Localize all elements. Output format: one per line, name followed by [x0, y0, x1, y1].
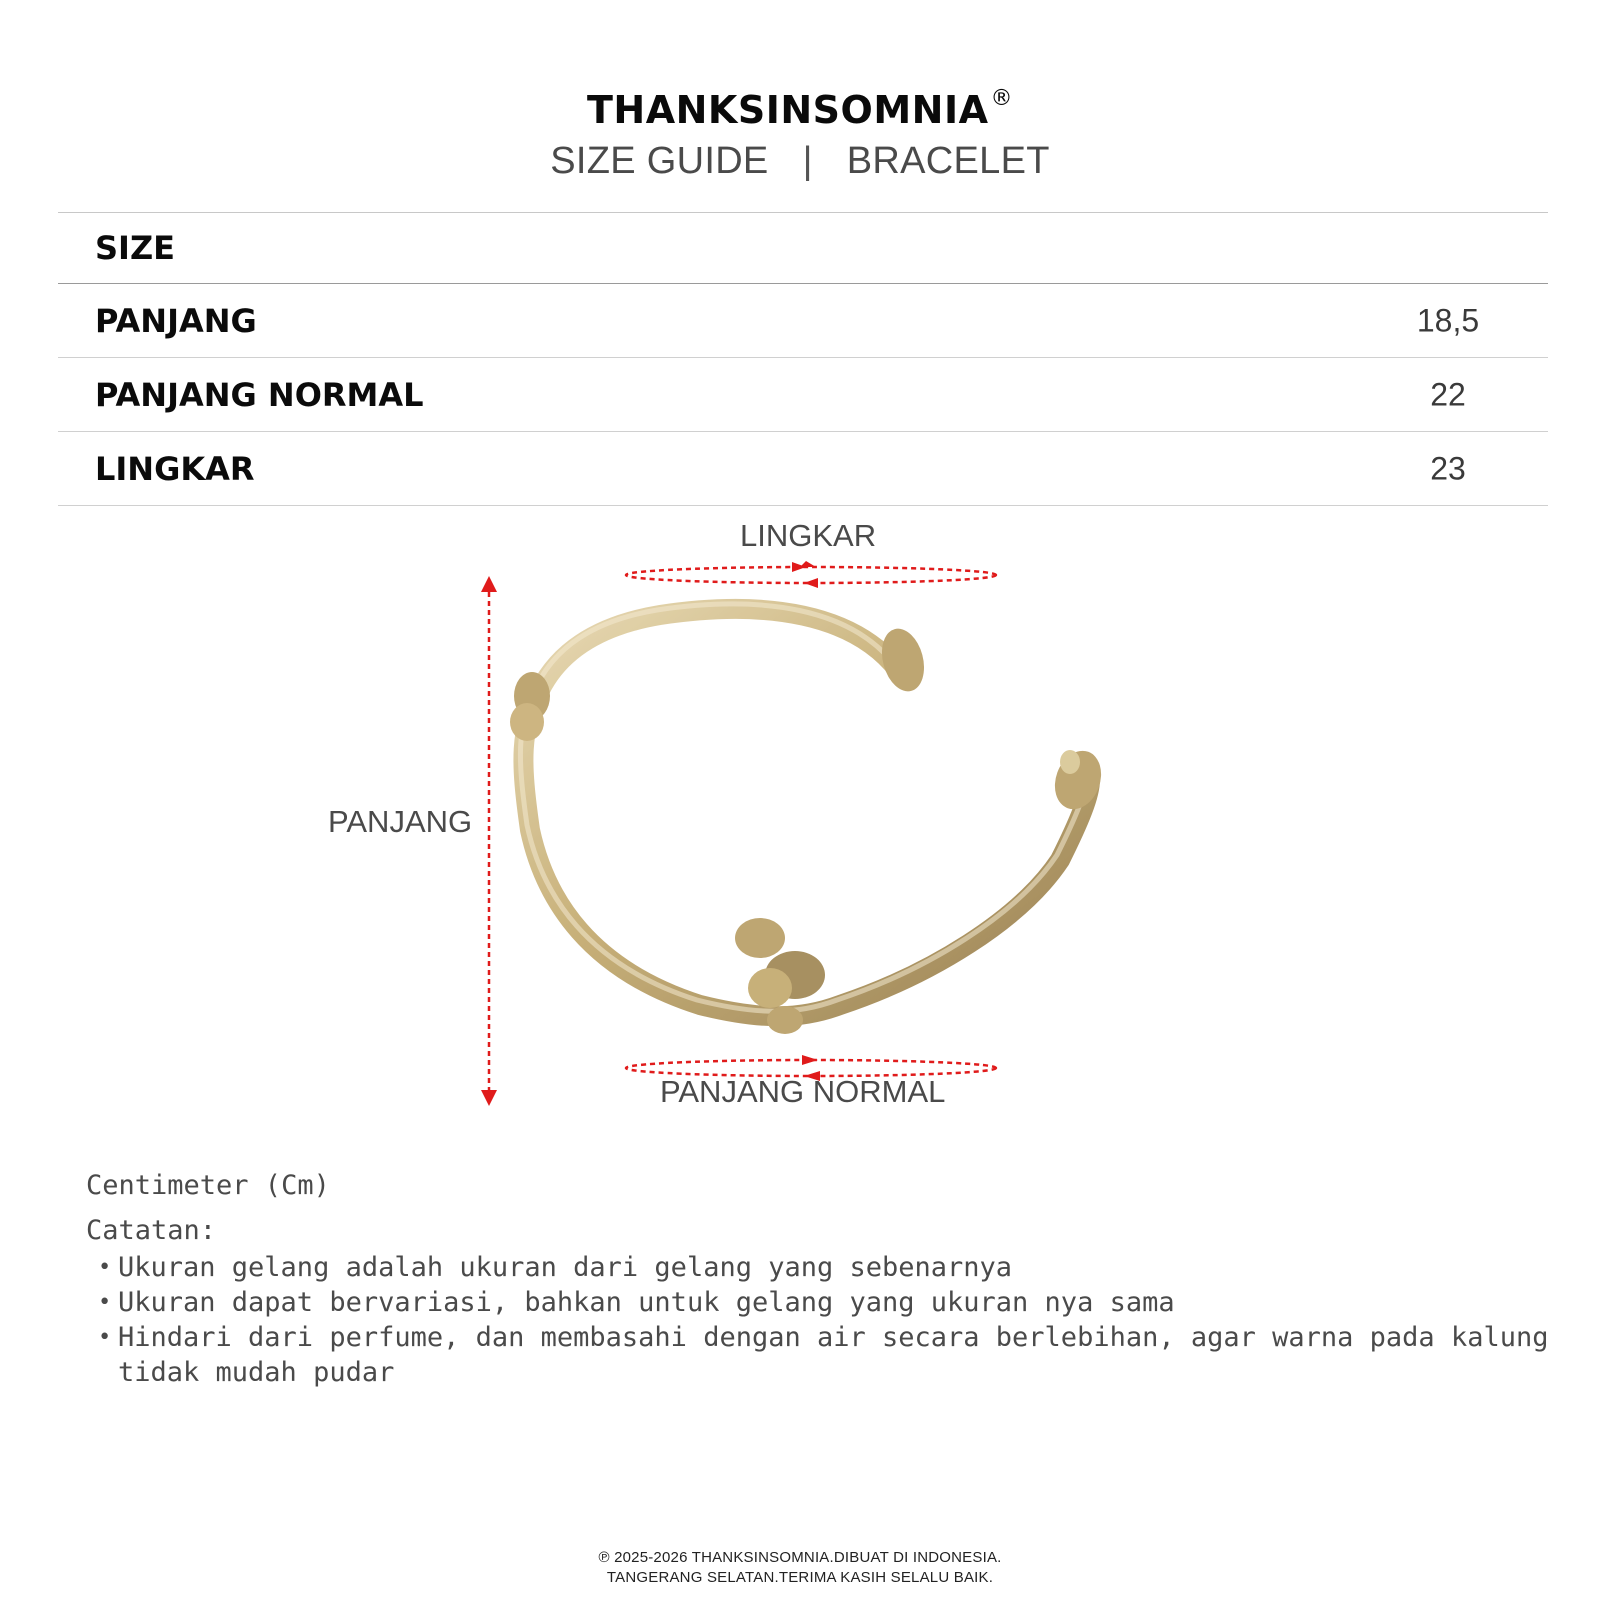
footer — [0, 1548, 1600, 1588]
bracelet-diagram — [0, 500, 1600, 1140]
size-table-header — [58, 212, 1548, 284]
size-row-value: 23 — [1430, 450, 1466, 486]
unit-label: Centimeter (Cm) — [86, 1170, 330, 1201]
subtitle-size-guide: SIZE GUIDE — [550, 140, 769, 182]
size-row-value: 18,5 — [1416, 302, 1480, 338]
panjang-arrow — [481, 576, 497, 1106]
size-row-lingkar — [58, 432, 1548, 506]
label-panjang: PANJANG — [328, 804, 473, 839]
size-row-panjang — [58, 284, 1548, 358]
list-item: • Hindari dari perfume, dan membasahi dengan air secara berlebihan, agar warna pada kalung tidak mudah pudar — [86, 1320, 1566, 1390]
footer-line-2: TANGERANG SELATAN.TERIMA KASIH SELALU BAIK. — [606, 1569, 994, 1586]
notes-heading: Catatan: — [86, 1215, 217, 1246]
size-row-label: LINGKAR — [95, 449, 255, 488]
notes-list — [86, 1250, 1566, 1390]
size-table — [58, 212, 1548, 506]
size-row-label: PANJANG — [95, 301, 257, 340]
label-lingkar: LINGKAR — [740, 518, 877, 553]
size-row-label: PANJANG NORMAL — [95, 375, 424, 414]
bracelet-illustration — [0, 500, 1600, 1140]
bracelet-image — [510, 604, 1109, 1034]
notes-section — [86, 1170, 1566, 1390]
size-row-panjang-normal — [58, 358, 1548, 432]
page-subtitle — [0, 140, 1600, 183]
footer-line-1: ℗ 2025-2026 THANKSINSOMNIA.DIBUAT DI INDONESIA. — [598, 1549, 1002, 1566]
registered-mark: ® — [990, 86, 1014, 111]
list-item: • Ukuran gelang adalah ukuran dari gelang yang sebenarnya — [86, 1250, 1566, 1285]
subtitle-bracelet: BRACELET — [846, 140, 1050, 182]
lingkar-arrow — [626, 561, 996, 588]
size-header-label: SIZE — [95, 229, 176, 267]
subtitle-separator: | — [802, 140, 813, 182]
label-panjang-normal: PANJANG NORMAL — [660, 1074, 946, 1109]
size-row-value: 22 — [1430, 376, 1466, 412]
brand-name: THANKSINSOMNIA — [586, 88, 989, 132]
list-item: • Ukuran dapat bervariasi, bahkan untuk gelang yang ukuran nya sama — [86, 1285, 1566, 1320]
brand-title — [0, 86, 1600, 132]
